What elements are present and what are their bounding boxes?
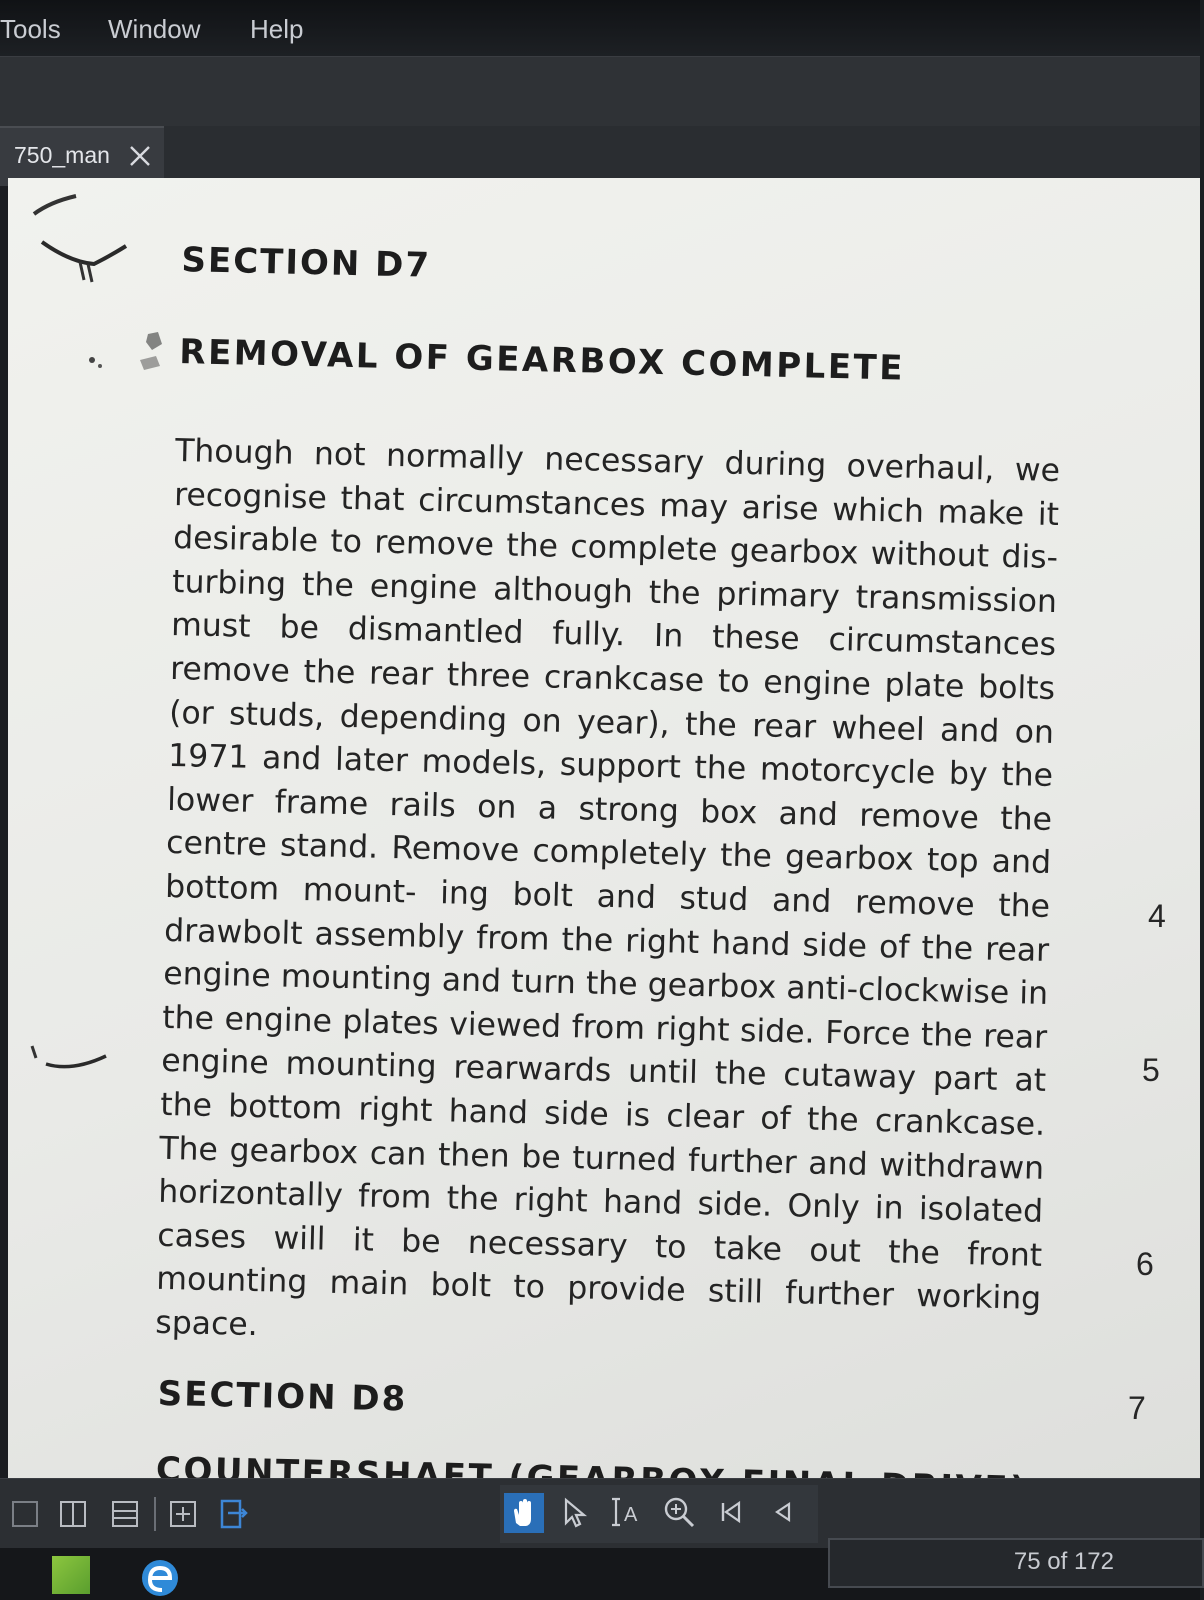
document-tab-label: 750_man xyxy=(14,142,110,168)
zoom-tool-icon[interactable] xyxy=(662,1495,696,1529)
first-page-icon[interactable] xyxy=(718,1499,744,1525)
margin-number: 5 xyxy=(1142,1052,1160,1088)
document-page xyxy=(8,178,1200,1478)
section-heading: SECTION D7 xyxy=(181,240,432,286)
add-page-icon[interactable] xyxy=(168,1499,198,1529)
page-indicator[interactable] xyxy=(828,1538,1204,1588)
two-page-view-icon[interactable] xyxy=(58,1499,88,1529)
margin-number: 7 xyxy=(1128,1390,1146,1426)
previous-page-icon[interactable] xyxy=(770,1499,796,1525)
text-select-tool-icon[interactable] xyxy=(610,1495,644,1529)
hand-tool-icon[interactable] xyxy=(504,1493,544,1533)
fit-page-icon[interactable] xyxy=(218,1497,252,1531)
margin-number: 6 xyxy=(1136,1246,1154,1282)
tool-group xyxy=(500,1485,818,1543)
select-tool-icon[interactable] xyxy=(560,1497,590,1529)
top-toolbar xyxy=(0,56,1200,128)
page-indicator-text: 75 of 172 xyxy=(1013,1548,1114,1575)
menu-help[interactable]: Help xyxy=(250,14,304,44)
menu-tools[interactable]: Tools xyxy=(0,14,61,44)
toolbar-divider xyxy=(154,1497,156,1531)
body-paragraph: Though not normally necessary during overhaul, we recognise that circumstances may arise which make it desirable to remove the complete gearbox without dis- turbing the engine although the primary transmission must be dismantled fully. In these circumstances remove the rear three crankcase to engine plate bolts (or studs, depending on year), the rear wheel and on 1971 and later models, support the motorcycle by the lower frame rails on a strong box and remove the centre stand. Remove completely the gearbox top and bottom mount- ing bolt and stud and remove the drawbolt assembly from the right hand side of the rear engine mounting and turn the gearbox anti-clockwise in the engine plates viewed from right side. Force the rear engine mounting rearwards until the cutaway part at the bottom right hand side is clear of the crankcase. The gearbox can then be turned further and withdrawn horizontally from the right hand side. Only in isolated cases will it be necessary to take out the front mounting main bolt to provide still further working space. xyxy=(154,432,1061,1343)
tab-bar xyxy=(0,126,1200,184)
section-title: REMOVAL OF GEARBOX COMPLETE xyxy=(178,332,906,389)
browser-icon[interactable] xyxy=(138,1554,182,1598)
svg-text:A: A xyxy=(624,1504,638,1526)
close-icon[interactable] xyxy=(128,144,152,168)
page-content xyxy=(0,174,1201,1501)
single-page-view-icon[interactable] xyxy=(10,1499,40,1529)
scroll-view-icon[interactable] xyxy=(110,1499,140,1529)
margin-number: 4 xyxy=(1148,898,1166,934)
menu-bar xyxy=(0,0,1200,56)
section-heading-next: SECTION D8 xyxy=(157,1373,408,1420)
store-app-icon[interactable] xyxy=(52,1556,90,1594)
menu-window[interactable]: Window xyxy=(108,14,201,44)
